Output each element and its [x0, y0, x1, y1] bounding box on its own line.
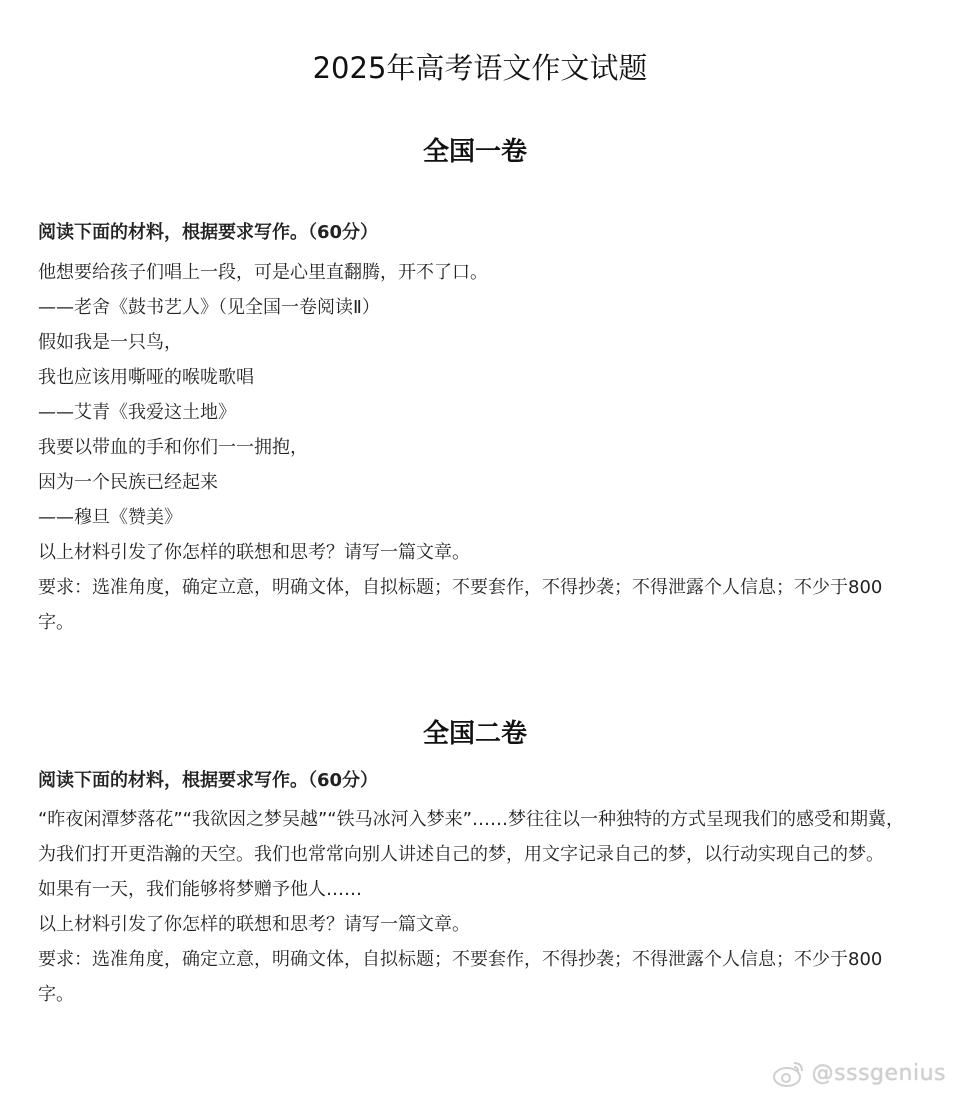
- prompt-line: 以上材料引发了你怎样的联想和思考？请写一篇文章。: [38, 542, 470, 563]
- material-line: ——穆旦《赞美》: [38, 507, 182, 528]
- document-title: 2025年高考语文作文试题: [312, 51, 648, 85]
- material-line: 我要以带血的手和你们一一拥抱，: [38, 437, 308, 458]
- watermark: [772, 1056, 946, 1090]
- section-heading-national-1: 全国一卷: [422, 137, 527, 167]
- section-heading-national-2: 全国二卷: [422, 719, 527, 749]
- material-paragraph: “昨夜闲潭梦落花”“我欲因之梦吴越”“铁马冰河入梦来”……梦往往以一种独特的方式呈现我们的感受和期冀，为我们打开更浩瀚的天空。我们也常常向别人讲述自己的梦，用文字记录自己的梦，以行动实现自己的梦。: [38, 809, 904, 865]
- material-line: ——艾青《我爱这土地》: [38, 402, 236, 423]
- section-1-requirement: 要求：选准角度，确定立意，明确文体，自拟标题；不要套作，不得抄袭；不得泄露个人信息；不少于800字。: [38, 577, 883, 633]
- material-line: 假如我是一只鸟，: [38, 332, 182, 353]
- watermark-text: @sssgenius: [811, 1060, 946, 1086]
- section-2-instruction: 阅读下面的材料，根据要求写作。（60分）: [38, 770, 379, 791]
- material-line: 他想要给孩子们唱上一段，可是心里直翻腾，开不了口。: [38, 262, 488, 283]
- section-1-material: [38, 255, 910, 640]
- material-line: 我也应该用嘶哑的喉咙歌唱: [38, 367, 254, 388]
- material-line: 因为一个民族已经起来: [38, 472, 218, 493]
- weibo-logo-icon: [772, 1058, 806, 1088]
- section-2-requirement: 要求：选准角度，确定立意，明确文体，自拟标题；不要套作，不得抄袭；不得泄露个人信息；不少于800字。: [38, 949, 883, 1005]
- material-line: ——老舍《鼓书艺人》（见全国一卷阅读Ⅱ）: [38, 297, 380, 318]
- section-1-instruction: 阅读下面的材料，根据要求写作。（60分）: [38, 222, 379, 243]
- material-line: 如果有一天，我们能够将梦赠予他人……: [38, 879, 362, 900]
- prompt-line: 以上材料引发了你怎样的联想和思考？请写一篇文章。: [38, 914, 470, 935]
- section-2-material: [38, 802, 910, 1012]
